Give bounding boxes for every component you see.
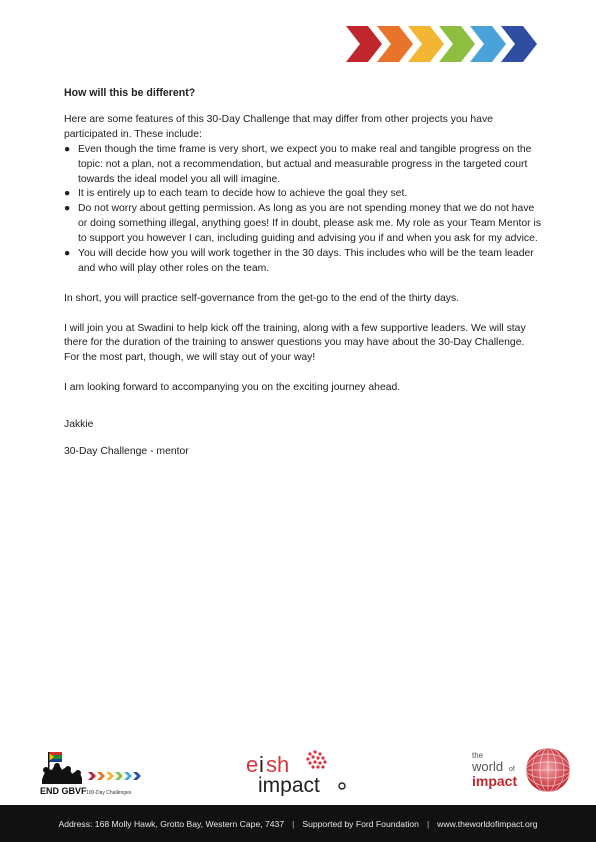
letter-body <box>64 86 542 460</box>
chevron-2 <box>377 26 413 62</box>
list-item: ● It is entirely up to each team to decide how to achieve the goal they set. <box>64 187 542 202</box>
chevron-1 <box>346 26 382 62</box>
svg-text:impact: impact <box>472 773 518 789</box>
list-item: ● Do not worry about getting permission. As long as you are not spending money that we do not have or doing something illegal, anything goes! If in doubt, please ask me. My role as your Team Mentor is to support you however I can, including guiding and advising you if and when you ask for my advice. <box>64 202 542 247</box>
bullet-icon: ● <box>64 248 71 260</box>
footer-supported: Supported by Ford Foundation <box>302 818 419 829</box>
gbv-logo-text: END GBVF <box>40 786 87 796</box>
chevron-6 <box>501 26 537 62</box>
list-item: ● You will decide how you will work together in the 30 days. This includes who will be the team leader and who will play other roles on the team. <box>64 247 542 277</box>
list-item: ● Even though the time frame is very short, we expect you to make real and tangible progress on the topic: not a plan, not a recommendation, but actual and measurable progress in the targeted court towards the ideal model you all will imagine. <box>64 143 542 188</box>
footer-separator: | <box>292 818 295 829</box>
closing-paragraph: I am looking forward to accompanying you on the exciting journey ahead. <box>64 382 401 394</box>
chevron-arrows-icon <box>346 26 556 62</box>
footer-bar <box>0 805 596 842</box>
signature-name: Jakkie <box>64 419 94 431</box>
svg-text:sh: sh <box>266 752 290 777</box>
footer-separator: | <box>426 818 430 829</box>
svg-text:of: of <box>509 766 515 773</box>
chevron-5 <box>470 26 506 62</box>
letter-heading: How will this be different? <box>64 87 196 99</box>
svg-text:world: world <box>472 759 504 774</box>
footer-website-link[interactable]: www.theworldofimpact.org <box>437 818 538 829</box>
bullet-icon: ● <box>64 143 71 155</box>
gbv-logo-sub: 100-Day Challenges <box>86 790 132 796</box>
footer-address: Address: 168 Molly Hawk, Grotto Bay, Western Cape, 7437 <box>58 818 285 829</box>
svg-text:e: e <box>246 752 259 777</box>
end-gbvf-logo <box>40 744 156 796</box>
swadini-paragraph: I will join you at Swadini to help kick off the training, along with a few supportive leaders. We will stay there for the duration of the training to answer questions you may have about the 30-Day Challenge. For the most part, though, we will stay out of your way! <box>64 322 526 364</box>
partner-logos <box>0 738 596 798</box>
intro-paragraph: Here are some features of this 30-Day Challenge that may differ from other projects you have participated in. These include: <box>64 113 493 140</box>
svg-text:impact: impact <box>258 774 320 796</box>
svg-text:the: the <box>472 751 484 760</box>
bullet-icon: ● <box>64 188 71 200</box>
chevron-4 <box>439 26 475 62</box>
eish-impact-logo <box>246 746 356 796</box>
governance-paragraph: In short, you will practice self-governance from the get-go to the end of the thirty days. <box>64 292 460 304</box>
bullet-icon: ● <box>64 203 71 215</box>
world-of-impact-logo <box>470 744 574 796</box>
signature-role: 30-Day Challenge - mentor <box>64 445 189 457</box>
chevron-3 <box>408 26 444 62</box>
svg-text:i: i <box>259 752 264 777</box>
